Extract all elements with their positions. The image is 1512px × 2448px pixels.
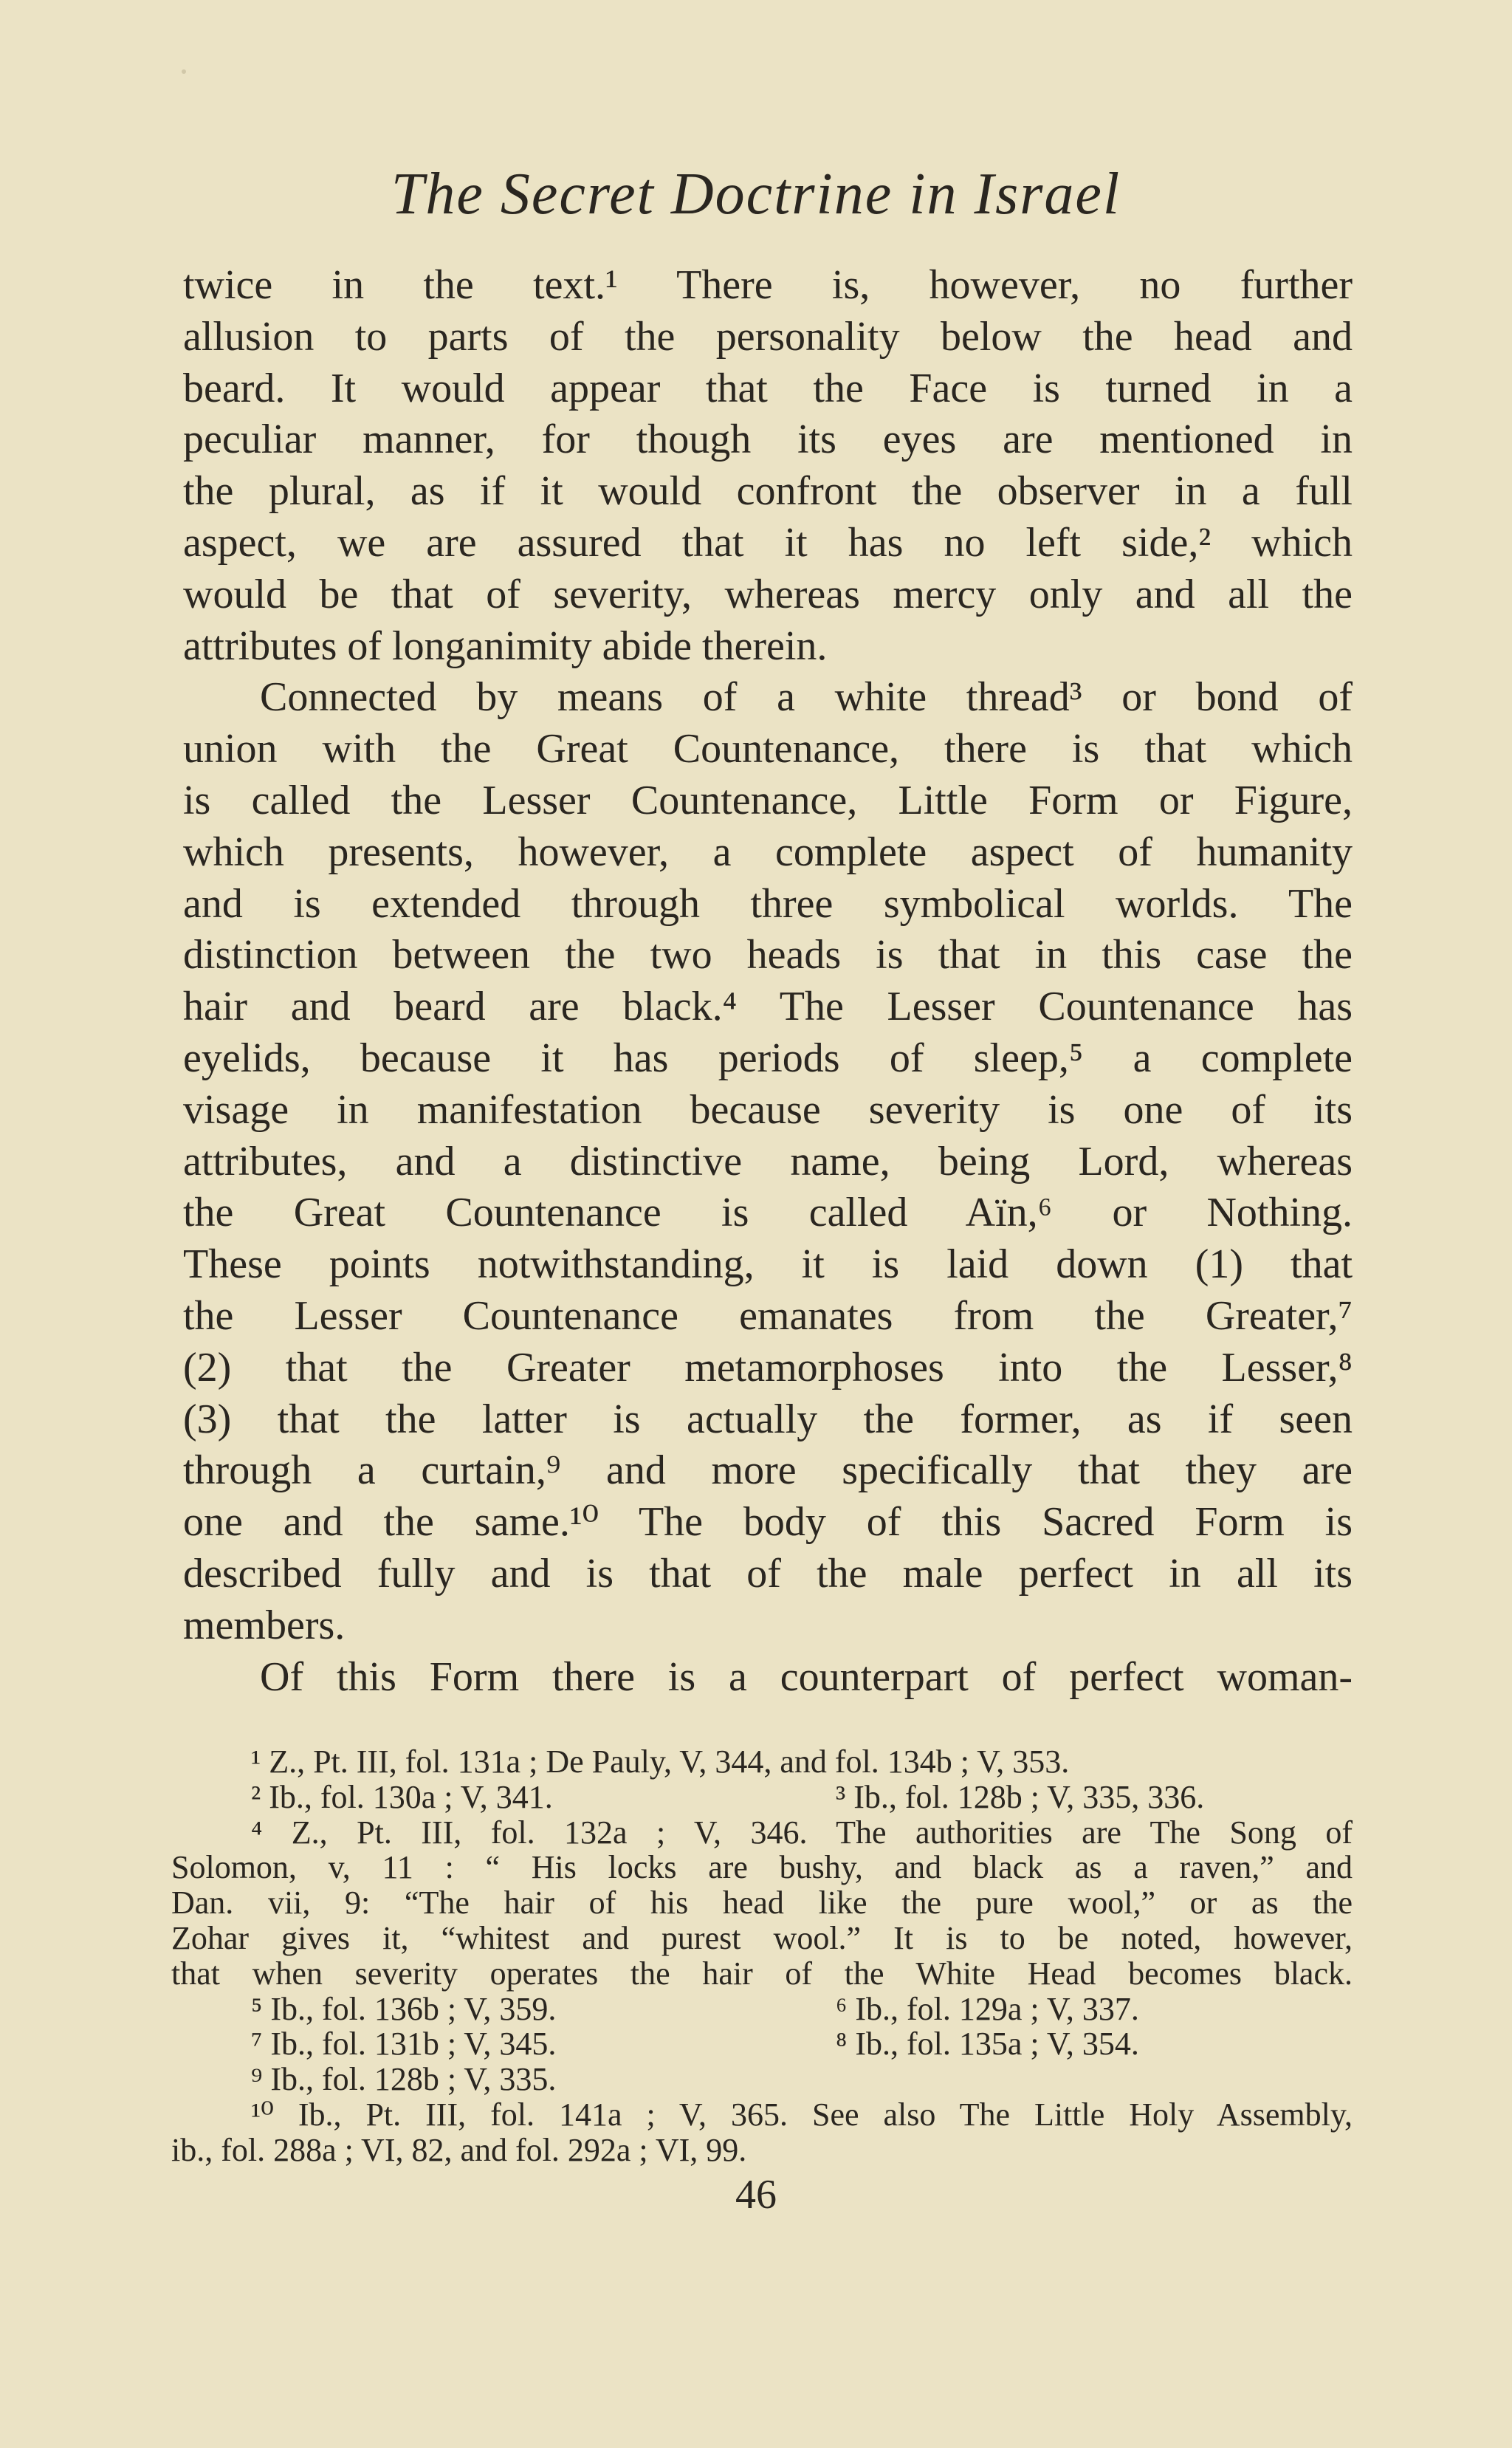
footnote-9: ⁹ Ib., fol. 128b ; V, 335. <box>251 2061 557 2098</box>
running-head: The Secret Doctrine in Israel <box>391 162 1121 227</box>
body-line: one and the same.¹⁰ The body of this Sacred Form is <box>183 1499 1353 1546</box>
body-line: the Great Countenance is called Aïn,⁶ or Nothing. <box>183 1190 1353 1236</box>
footnote-3: ³ Ib., fol. 128b ; V, 335, 336. <box>836 1778 1205 1815</box>
body-text <box>183 260 1353 1703</box>
footnote-row <box>171 1780 1353 1815</box>
body-line: and is extended through three symbolical worlds. The <box>183 880 1353 927</box>
footnote-4-line: Solomon, v, 11 : “ His locks are bushy, and black as a raven,” and <box>171 1849 1353 1886</box>
footnote-10-line: ib., fol. 288a ; VI, 82, and fol. 292a ; VI, 99. <box>171 2131 747 2168</box>
footnote-2: ² Ib., fol. 130a ; V, 341. <box>251 1778 553 1815</box>
body-line: union with the Great Countenance, there is that which <box>183 726 1353 772</box>
body-line: which presents, however, a complete aspect of humanity <box>183 829 1353 875</box>
body-line: allusion to parts of the personality below the head and <box>183 313 1353 360</box>
body-line: visage in manifestation because severity is one of its <box>183 1086 1353 1133</box>
body-line: beard. It would appear that the Face is turned in a <box>183 365 1353 411</box>
footnote-8: ⁸ Ib., fol. 135a ; V, 354. <box>836 2026 1139 2063</box>
footnote-1: ¹ Z., Pt. III, fol. 131a ; De Pauly, V, 344, and fol. 134b ; V, 353. <box>251 1744 1070 1780</box>
body-line: the plural, as if it would confront the observer in a full <box>183 468 1353 515</box>
body-line: aspect, we are assured that it has no left side,² which <box>183 519 1353 566</box>
body-line: the Lesser Countenance emanates from the Greater,⁷ <box>183 1292 1353 1339</box>
body-line: hair and beard are black.⁴ The Lesser Countenance has <box>183 984 1353 1030</box>
body-line: Of this Form there is a counterpart of perfect woman- <box>260 1653 1353 1700</box>
footnote-row <box>171 2026 1353 2062</box>
body-line: members. <box>183 1602 346 1648</box>
body-line: These points notwithstanding, it is laid down (1) that <box>183 1241 1353 1288</box>
body-line: attributes of longanimity abide therein. <box>183 623 828 669</box>
body-line: would be that of severity, whereas mercy only and all the <box>183 571 1353 617</box>
body-line: is called the Lesser Countenance, Little Form or Figure, <box>183 777 1353 823</box>
footnote-7: ⁷ Ib., fol. 131b ; V, 345. <box>251 2026 557 2063</box>
body-line: twice in the text.¹ There is, however, no further <box>183 262 1353 308</box>
body-line: distinction between the two heads is that in this case the <box>183 932 1353 978</box>
footnote-5: ⁵ Ib., fol. 136b ; V, 359. <box>251 1990 557 2027</box>
body-line: (2) that the Greater metamorphoses into the Lesser,⁸ <box>183 1344 1353 1391</box>
footnote-6: ⁶ Ib., fol. 129a ; V, 337. <box>836 1990 1139 2027</box>
footnote-10-line: ¹⁰ Ib., Pt. III, fol. 141a ; V, 365. See also The Little Holy Assembly, <box>251 2096 1353 2133</box>
body-line: eyelids, because it has periods of sleep,⁵ a complete <box>183 1035 1353 1081</box>
body-line: Connected by means of a white thread³ or bond of <box>260 674 1353 721</box>
footnote-4-line: that when severity operates the hair of the White Head becomes black. <box>171 1955 1353 1992</box>
paper-speck <box>182 69 186 74</box>
page-number: 46 <box>735 2172 777 2218</box>
body-line: described fully and is that of the male perfect in all its <box>183 1550 1353 1597</box>
footnote-4-line: Dan. vii, 9: “The hair of his head like the pure wool,” or as the <box>171 1885 1353 1921</box>
footnote-row <box>171 1992 1353 2027</box>
footnotes <box>171 1744 1353 2168</box>
body-line: attributes, and a distinctive name, being Lord, whereas <box>183 1138 1353 1184</box>
body-line: through a curtain,⁹ and more specifically that they are <box>183 1447 1353 1494</box>
footnote-4-line: Zohar gives it, “whitest and purest wool.” It is to be noted, however, <box>171 1919 1353 1956</box>
footnote-4-line: ⁴ Z., Pt. III, fol. 132a ; V, 346. The authorities are The Song of <box>251 1814 1353 1851</box>
body-line: peculiar manner, for though its eyes are mentioned in <box>183 416 1353 463</box>
body-line: (3) that the latter is actually the former, as if seen <box>183 1396 1353 1442</box>
